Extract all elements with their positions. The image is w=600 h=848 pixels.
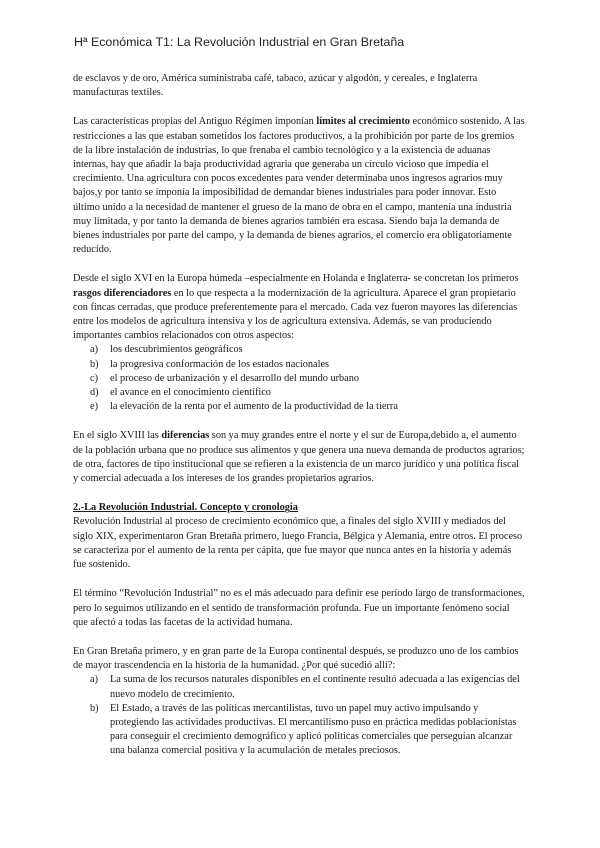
text-span: Desde el siglo XVI en la Europa húmeda –especialmente en Holanda e Inglaterra- se concretan los primeros (73, 273, 519, 285)
changes-list (73, 343, 525, 414)
paragraph-siglo-xviii (73, 429, 525, 486)
list-item (73, 400, 525, 414)
list-item (73, 702, 525, 759)
paragraph-definition: Revolución Industrial al proceso de crecimiento económico que, a finales del siglo XVIII y mediados del siglo XIX, experimentaron Gran Bretaña primero, luego Francia, Bélgica y Alemania, entre otros. El proceso se caracteriza por el aumento de la renta per cápita, que fue mayor que nunca antes en la historia y además fue sostenido. (73, 516, 523, 571)
list-item (73, 343, 525, 357)
list-item-text: El Estado, a través de las políticas mercantilistas, tuvo un papel muy activo impulsando y protegiendo las actividades productivas. El mercantilismo puso en práctica medidas poblacionistas para conseguir el crecimiento demográfico y aplicó políticas comerciales que perseguían alcanzar una balanza comercial positiva y la acumulación de metales preciosos. (110, 702, 517, 757)
list-item-text: la progresiva conformación de los estados nacionales (110, 358, 330, 370)
reasons-list (73, 673, 525, 758)
list-marker: c) (90, 372, 98, 384)
text-span: económico sostenido. A las restricciones a las que estaban sometidos los factores productivos, a la prohibición por parte de los gremios de la libre instalación de industrias, lo que frenaba el cambio tecnológico y a la existencia de aduanas internas, hay que añadir la baja productividad agraria que generaba un círculo vicioso que impedía el crecimiento. Una agricultura con pocos excedentes para vender determinaba unos ingresos agrarios muy bajos,y por tanto se imponía la imposibilidad de demandar bienes industriales para poder innovar. Esto último unido a la necesidad de mantener el grueso de la mano de obra en el campo, mantenía una industria muy limitada, y por tanto la demanda de bienes agrarios también era escasa. Siendo baja la demanda de bienes industriales por parte del campo, y la demanda de bienes agrarios, el comercio era obligatoriamente reducido. (73, 116, 525, 256)
paragraph-antiguo-regimen (73, 115, 525, 257)
document-body (73, 72, 525, 759)
list-marker: e) (90, 401, 98, 413)
list-marker: d) (90, 387, 99, 399)
page-header: Hª Económica T1: La Revolución Industrial en Gran Bretaña (74, 35, 405, 49)
list-marker: a) (90, 344, 98, 356)
text-span: son ya muy grandes entre el norte y el sur de Europa,debido a, el aumento de la población urbana que no produce sus alimentos y que genera una nueva demanda de productos agrarios; de otra, factores de tipo institucional que se refieren a la existencia de un marco jurídico y una política fiscal y comercial adecuada a los intereses de los grandes propietarios agrarios. (73, 430, 525, 485)
list-item (73, 358, 525, 372)
list-marker: a) (90, 674, 98, 686)
paragraph-why: En Gran Bretaña primero, y en gran parte de la Europa continental después, se produzco uno de los cambios de mayor trascendencia en la historia de la humanidad. ¿Por qué sucedió allí?: (73, 645, 519, 672)
list-item-text: los descubrimientos geográficos (110, 344, 243, 356)
bold-term: rasgos diferenciadores (73, 287, 172, 299)
list-marker: b) (90, 702, 99, 714)
list-item (73, 673, 525, 701)
paragraph-term: El término “Revolución Industrial” no es el más adecuado para definir ese período largo de transformaciones, pero lo seguimos utilizando en el sentido de transformación profunda. Fue un importante fenómeno social que afectó a todas las facetas de la actividad humana. (73, 588, 525, 628)
list-marker: b) (90, 358, 99, 370)
text-span: Las características propias del Antiguo Régimen imponían (73, 116, 317, 128)
section-heading: 2.-La Revolución Industrial. Concepto y cronología (73, 502, 298, 514)
text-span: en lo que respecta a la modernización de la agricultura. Aparece el gran propietario con fincas cerradas, que produce preferentemente para el mercado. Cada vez fueron mayores las diferencias entre los modelos de agricultura intensiva y los de agricultura extensiva. Además, se van produciendo importantes cambios relacionados con otros aspectos: (73, 287, 518, 342)
paragraph-intro: de esclavos y de oro, América suministraba café, tabaco, azúcar y algodón, y cereales, e Inglaterra manufacturas textiles. (73, 73, 478, 99)
list-item (73, 372, 525, 386)
list-item-text: el proceso de urbanización y el desarrollo del mundo urbano (110, 372, 360, 384)
paragraph-siglo-xvi (73, 272, 525, 343)
text-span: En el siglo XVIII las (73, 430, 162, 442)
list-item-text: La suma de los recursos naturales disponibles en el continente resultó adecuada a las exigencias del nuevo modelo de crecimiento. (110, 674, 520, 700)
bold-term: diferencias (161, 430, 210, 442)
list-item-text: el avance en el conocimiento científico (110, 387, 271, 399)
list-item (73, 386, 525, 400)
bold-term: límites al crecimiento (316, 116, 410, 128)
list-item-text: la elevación de la renta por el aumento de la productividad de la tierra (110, 401, 398, 413)
